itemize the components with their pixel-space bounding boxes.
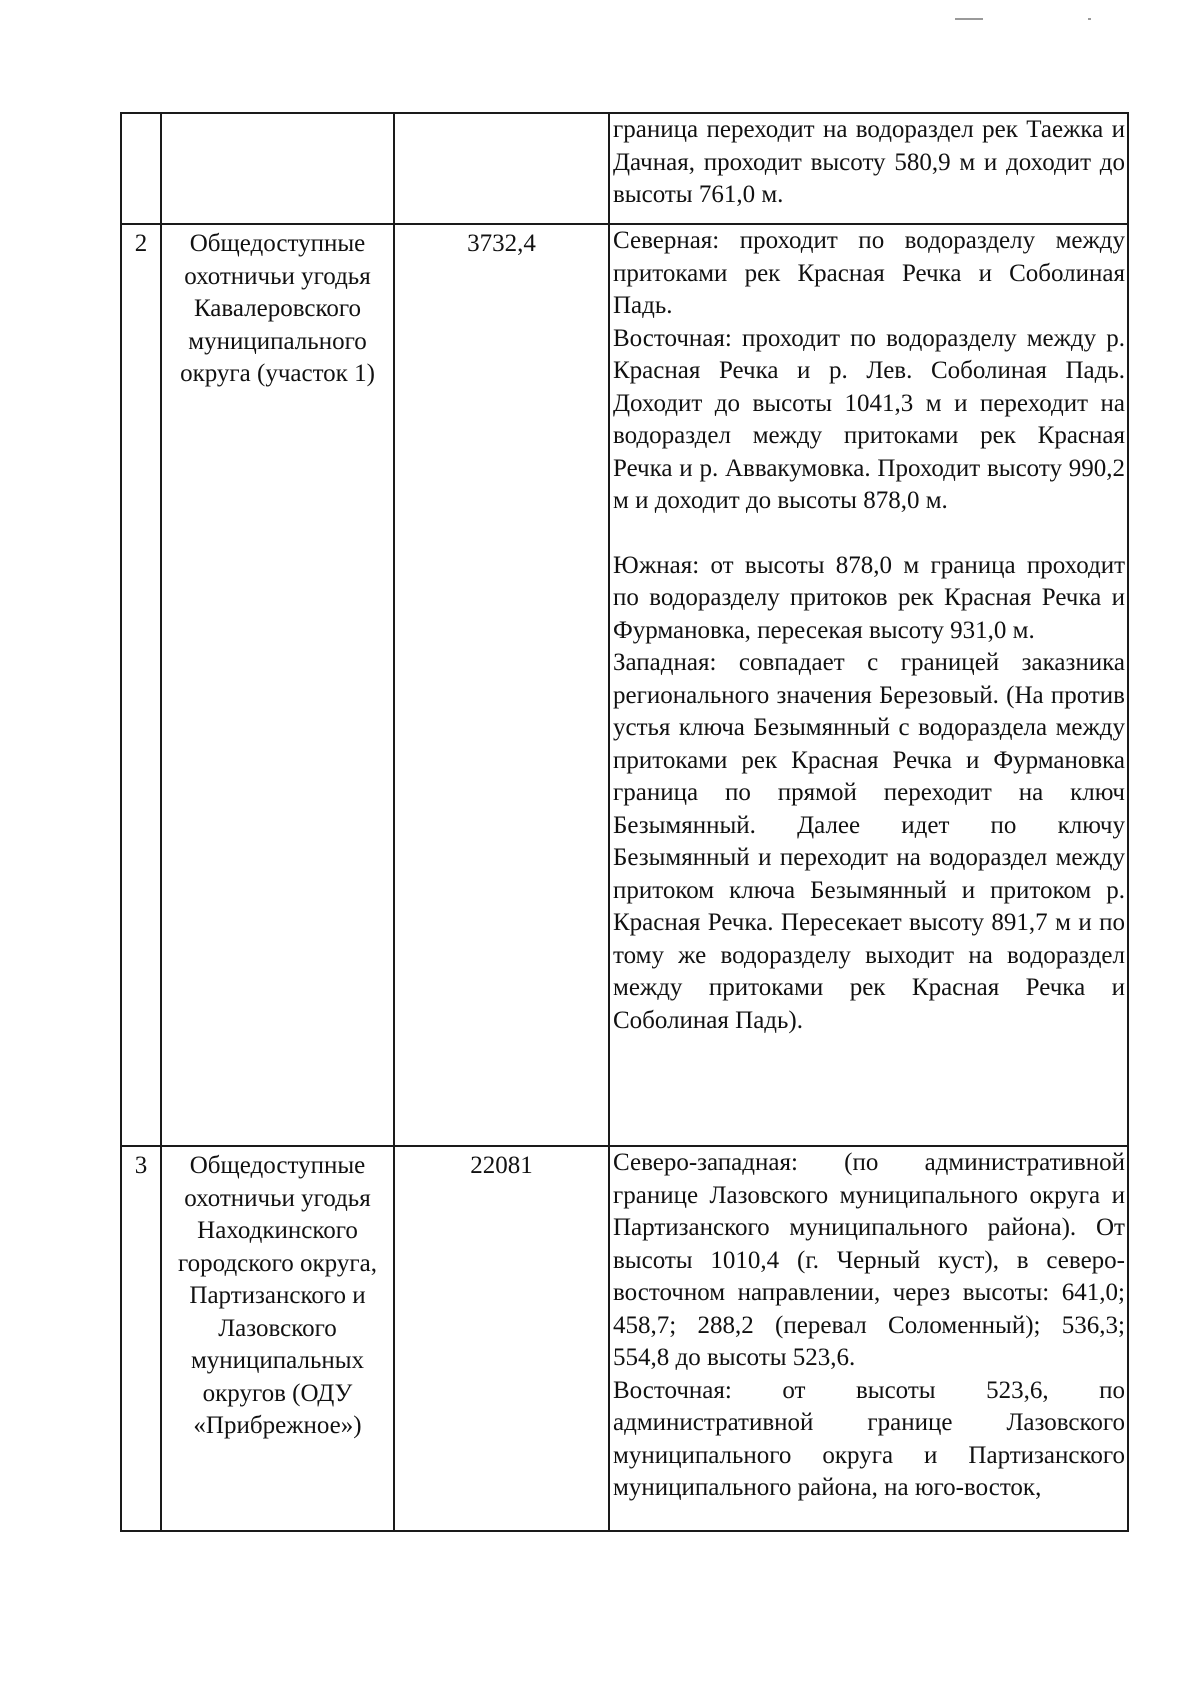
scan-artifact-dot [1088,18,1091,20]
hunting-ground-name: Общедоступные охотничьи угодья Находкинского городского округа, Партизанского и Лазовского муниципальных округов (ОДУ «Прибрежное») [161,1146,394,1531]
boundary-east: Восточная: от высоты 523,6, по административной границе Лазовского муниципального округа и Партизанского муниципального района, на юго-восток, [613,1376,1125,1501]
scan-artifact [955,18,983,20]
boundary-north: Северная: проходит по водоразделу между притоками рек Красная Речка и Соболиная Падь. [613,227,1125,319]
boundaries-table [120,112,1129,1532]
row-number: 2 [121,224,161,1146]
area-value: 3732,4 [394,224,609,1146]
boundary-description [609,1146,1128,1531]
table-row [121,224,1128,1146]
boundary-east: Восточная: проходит по водоразделу между р. Красная Речка и р. Лев. Соболиная Падь. Доходит до высоты 1041,3 м и переходит на водораздел между притоками рек Красная Речка и р. Аввакумовка. Проходит высоту 990,2 м и доходит до высоты 878,0 м. [613,324,1125,514]
boundary-west: Западная: совпадает с границей заказника регионального значения Березовый. (На против устья ключа Безымянный с водораздела между притоками рек Красная Речка и Фурмановка граница по прямой переходит на ключ Безымянный. Далее идет по ключу Безымянный и переходит на водораздел между притоком ключа Безымянный и притоком р. Красная Речка. Пересекает высоту 891,7 м и по тому же водоразделу выходит на водораздел между притоками рек Красная Речка и Соболиная Падь). [613,649,1125,1034]
boundary-northwest: Северо-западная: (по административной границе Лазовского муниципального округа и Партизанского муниципального района). От высоты 1010,4 (г. Черный куст), в северо-восточном направлении, через высоты: 641,0; 458,7; 288,2 (перевал Соломенный); 536,3; 554,8 до высоты 523,6. [613,1149,1125,1371]
table-row [121,1146,1128,1531]
table-row [121,113,1128,224]
area-value: 22081 [394,1146,609,1531]
row-number: 3 [121,1146,161,1531]
boundary-description [609,113,1128,224]
row-number [121,113,161,224]
boundary-south: Южная: от высоты 878,0 м граница проходит по водоразделу притоков рек Красная Речка и Фурмановка, пересекая высоту 931,0 м. [613,551,1125,644]
boundary-paragraph: граница переходит на водораздел рек Таежка и Дачная, проходит высоту 580,9 м и доходит до высоты 761,0 м. [613,116,1125,208]
area-value [394,113,609,224]
hunting-ground-name: Общедоступные охотничьи угодья Кавалеровского муниципального округа (участок 1) [161,224,394,1146]
hunting-ground-name [161,113,394,224]
boundary-description [609,224,1128,1146]
